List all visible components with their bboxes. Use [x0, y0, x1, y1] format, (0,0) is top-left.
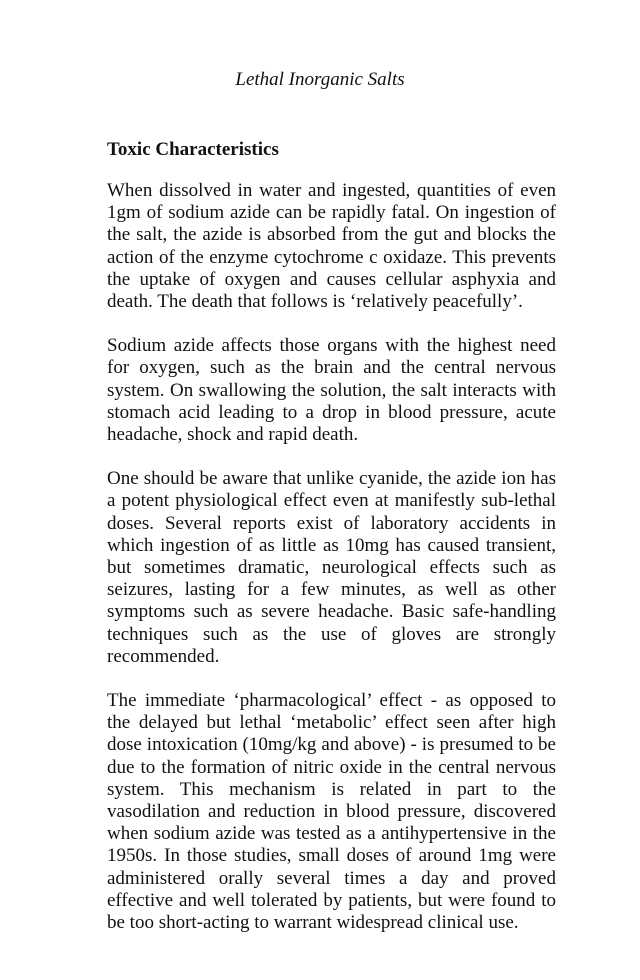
paragraph-3: One should be aware that unlike cyanide, the azide ion has a potent physiological effect even at manifestly sub-lethal doses. Several reports exist of laboratory accidents in which ingestion of as little as 10mg has caused transient, but sometimes dramatic, neurological effects such as seizures, lasting for a few minutes, as well as other symptoms such as severe headache. Basic safe-handling techniques such as the use of gloves are strongly recommended.: [107, 468, 556, 667]
paragraph-4: The immediate ‘pharmacological’ effect - as opposed to the delayed but lethal ‘metabolic’ effect seen after high dose intoxication (10mg/kg and above) - is presumed to be due to the formation of nitric oxide in the central nervous system. This mechanism is related in part to the vasodilation and reduction in blood pressure, discovered when sodium azide was tested as a antihypertensive in the 1950s. In those studies, small doses of around 1mg were administered orally several times a day and proved effective and well tolerated by patients, but were found to be too short-acting to warrant widespread clinical use.: [107, 690, 556, 934]
paragraph-1: When dissolved in water and ingested, quantities of even 1gm of sodium azide can be rapidly fatal. On ingestion of the salt, the azide is absorbed from the gut and blocks the action of the enzyme cytochrome c oxidaze. This prevents the uptake of oxygen and causes cellular asphyxia and death. The death that follows is ‘relatively peacefully’.: [107, 180, 556, 313]
paragraph-2: Sodium azide affects those organs with the highest need for oxygen, such as the brain and the central nervous system. On swallowing the solution, the salt interacts with stomach acid leading to a drop in blood pressure, acute headache, shock and rapid death.: [107, 335, 556, 446]
section-heading: Toxic Characteristics: [107, 139, 279, 160]
section-body: [107, 138, 556, 956]
running-header-title: Lethal Inorganic Salts: [235, 69, 405, 90]
